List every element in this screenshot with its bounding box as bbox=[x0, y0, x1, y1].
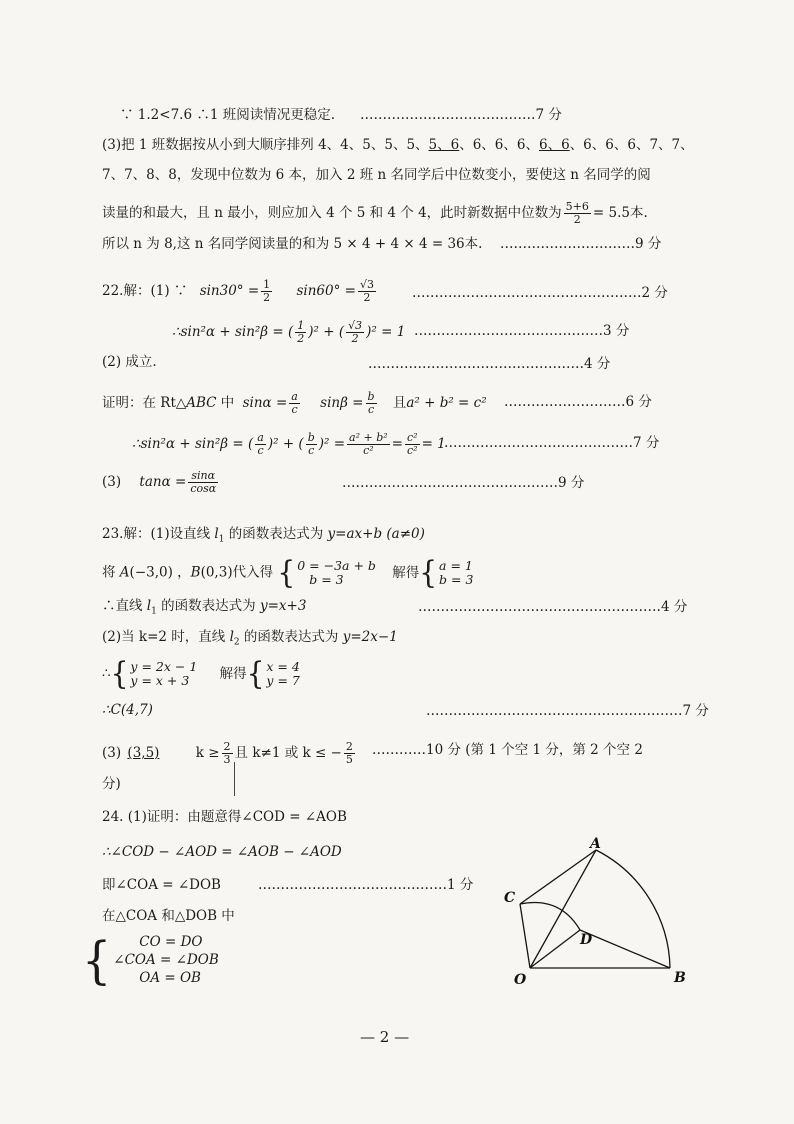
s22-score-7: ……………………………………7 分 bbox=[444, 435, 660, 451]
s23-line-l1: ∴直线 $l_1$ 的函数表达式为 y=x+3 bbox=[102, 598, 307, 617]
s23-part2: (2)当 k=2 时，直线 $l_2$ 的函数表达式为 y=2x−1 bbox=[102, 629, 398, 648]
s22-score-3: ……………………………………3 分 bbox=[414, 323, 630, 339]
s24-line1: ∴∠COD − ∠AOD = ∠AOB − ∠AOD bbox=[102, 844, 342, 860]
s22-eq1: ∴sin²α + sin²β = ( $\frac{1}{2}$ )² + ( $\frac{√3}{2}$ )² = 1 bbox=[172, 319, 406, 345]
pencil-mark bbox=[234, 762, 235, 796]
s22-score-2: ……………………………………………2 分 bbox=[412, 285, 668, 301]
s22-proof: 证明：在 Rt△ABC 中 sinα = $\frac{a}{c}$ sinβ = $\frac{b}{c}$ 且a² + b² = c² bbox=[102, 390, 487, 416]
s21-line5: 所以 n 为 8,这 n 名同学阅读量的和为 5 × 4 + 4 × 4 = 36本. bbox=[102, 236, 483, 252]
s23-system: ∴{ y = 2x − 1 y = x + 3 解得{ x = 4 y = 7 bbox=[102, 655, 300, 692]
s21-score-9: …………………………9 分 bbox=[500, 236, 662, 252]
s21-line3: 7、7、8、8，发现中位数为 6 本，加入 2 班 n 名同学后中位数变小，要使这 n 名同学的阅 bbox=[102, 167, 651, 183]
label-c: C bbox=[504, 890, 516, 906]
s24-score-1: ……………………………………1 分 bbox=[258, 877, 474, 893]
s23-substitute: 将 A(−3,0) ，B(0,3)代入得 { 0 = −3a + b b = 3 解得{ a = 1 b = 3 bbox=[102, 554, 474, 591]
s24-line2: 即∠COA = ∠DOB bbox=[102, 877, 221, 893]
s22-part3: (3) tanα = $\frac{\sin\alpha}{\cos\alpha}$ bbox=[102, 469, 217, 495]
s21-line1: ∵ 1.2<7.6 ∴1 班阅读情况更稳定. bbox=[120, 107, 336, 123]
s23-score-4: ………………………………………………4 分 bbox=[418, 599, 688, 615]
s22-score-6: ………………………6 分 bbox=[504, 394, 652, 410]
label-b: B bbox=[674, 970, 686, 986]
s22-part2: (2) 成立. bbox=[102, 354, 157, 370]
s24-system: { CO = DO ∠COA = ∠DOB OA = OB bbox=[82, 930, 219, 990]
s24-line3: 在△COA 和△DOB 中 bbox=[102, 908, 235, 924]
page-number: — 2 — bbox=[360, 1028, 410, 1046]
s21-line2: (3)把 1 班数据按从小到大顺序排列 4、4、5、5、5、5、6、6、6、6、6、6、6、6、6、7、7、 bbox=[102, 137, 694, 153]
label-a: A bbox=[590, 836, 601, 852]
s23-head: 23.解：(1)设直线 $l_1$ 的函数表达式为 y=ax+b (a≠0) bbox=[102, 526, 425, 545]
label-d: D bbox=[580, 932, 593, 948]
s24-head: 24. (1)证明：由题意得∠COD = ∠AOB bbox=[102, 809, 347, 825]
label-o: O bbox=[514, 972, 527, 988]
s21-line4: 读量的和最大，且 n 最小，则应加入 4 个 5 和 4 个 4，此时新数据中位数为 $\frac{5+6}{2}$ = 5.5本. bbox=[102, 200, 648, 226]
s22-score-9: …………………………………………9 分 bbox=[342, 475, 585, 491]
s21-score-7: …………………………………7 分 bbox=[360, 107, 562, 123]
s23-part3: (3) (3,5) k ≥ $\frac{2}{3}$ 且 k≠1 或 k ≤ − $\frac{2}{5}$ bbox=[102, 740, 353, 766]
s23-score-10-cont: 分) bbox=[102, 776, 121, 792]
s23-score-10: …………10 分 (第 1 个空 1 分，第 2 个空 2 bbox=[372, 742, 643, 758]
s22-eq2: ∴sin²α + sin²β = ( $\frac{a}{c}$ )² + ( $\frac{b}{c}$ )² = $\frac{\text{a² + b²}}{\text{c²}}$ = $\frac{\text{c²}}{\text{c²}}$ = 1 bbox=[132, 431, 446, 457]
s23-score-7: …………………………………………………7 分 bbox=[426, 703, 709, 719]
s23-point-c: ∴C(4,7) bbox=[102, 702, 153, 718]
s22-score-4: …………………………………………4 分 bbox=[368, 356, 611, 372]
geometry-figure bbox=[490, 836, 710, 996]
s22-head: 22.解：(1) ∵ sin30° = $\frac{1}{2}$ sin60° = $\frac{√3}{2}$ bbox=[102, 278, 374, 304]
